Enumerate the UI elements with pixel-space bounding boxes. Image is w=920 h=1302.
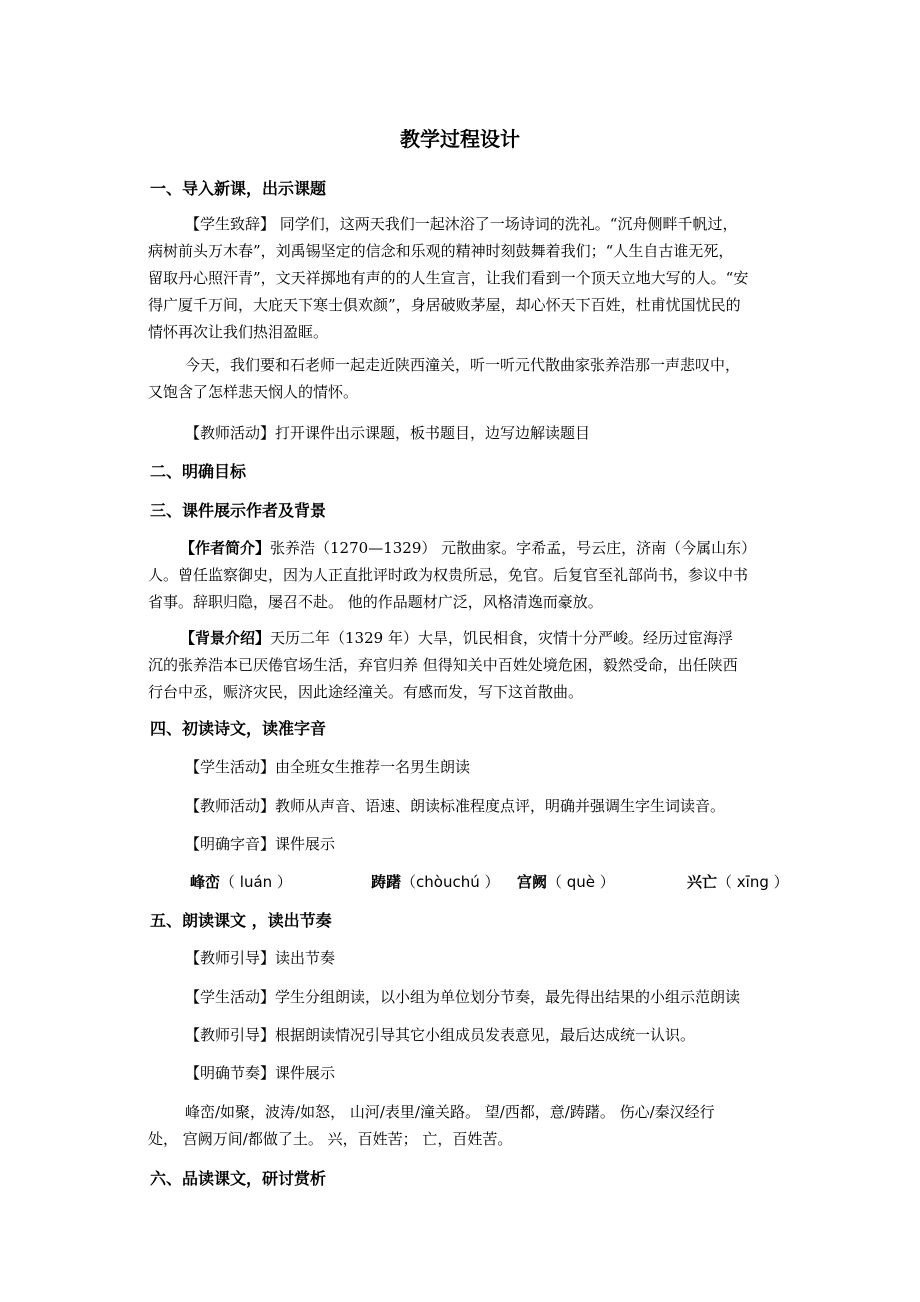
vocab-word: 兴亡 <box>687 873 718 891</box>
section-heading-5: 五、朗读课文 ，读出节奏 <box>150 911 332 930</box>
vocab-item <box>517 871 615 892</box>
teacher-activity-line: 【教师活动】打开课件出示课题，板书题目，边写边解读题目 <box>185 424 591 442</box>
vocab-pinyin: （ què ） <box>547 873 615 891</box>
intro-paragraph <box>148 211 788 346</box>
teacher-guide-line: 【教师引导】读出节奏 <box>185 949 336 967</box>
section-heading-1: 一、导入新课，出示课题 <box>150 179 327 198</box>
clarify-rhythm-line: 【明确节奏】课件展示 <box>185 1064 336 1082</box>
paragraph-line: 行台中丞，赈济灾民，因此途经潼关。有感而发，写下这首散曲。 <box>148 683 584 701</box>
section-heading-3: 三、课件展示作者及背景 <box>150 501 327 520</box>
vocab-word: 宫阙 <box>517 873 548 891</box>
student-activity-line: 【学生活动】学生分组朗读，以小组为单位划分节奏，最先得出结果的小组示范朗读 <box>185 988 741 1006</box>
section-heading-4: 四、初读诗文，读准字音 <box>150 719 327 738</box>
section-heading-2: 二、明确目标 <box>150 462 247 481</box>
teacher-activity-line: 【教师活动】教师从声音、语速、朗读标准程度点评，明确并强调生字生词读音。 <box>185 797 726 815</box>
paragraph-line: 今天，我们要和石老师一起走近陕西潼关，听一听元代散曲家张养浩那一声悲叹中， <box>185 356 741 374</box>
paragraph-line <box>148 625 788 652</box>
background-text: 天历二年（1329 年）大旱，饥民相食，灾情十分严峻。经历过宦海浮 <box>270 629 733 647</box>
paragraph-line: 病树前头万木春”，刘禹锡坚定的信念和乐观的精神时刻鼓舞着我们；“人生自古谁无死， <box>148 242 734 260</box>
vocab-item <box>371 871 499 892</box>
background-tag: 【背景介绍】 <box>180 629 271 647</box>
paragraph-line: 又饱含了怎样悲天悯人的情怀。 <box>148 383 359 401</box>
vocab-word: 峰峦 <box>190 873 221 891</box>
rhythm-paragraph <box>148 1099 788 1153</box>
student-activity-line: 【学生活动】由全班女生推荐一名男生朗读 <box>185 758 471 776</box>
clarify-pronunciation-line: 【明确字音】课件展示 <box>185 835 336 853</box>
paragraph-line: 得广厦千万间，大庇天下寒士俱欢颜”，身居破败茅屋，却心怀天下百姓，杜甫忧国忧民的 <box>148 296 741 314</box>
vocab-pinyin: （ xīng ） <box>717 873 789 891</box>
section-heading-6: 六、品读课文，研讨赏析 <box>150 1169 327 1188</box>
vocab-item <box>190 871 292 892</box>
paragraph-line: 人。曾任监察御史，因为人正直批评时政为权贵所忌，免官。后复官至礼部尚书，参议中书 <box>148 566 749 584</box>
paragraph-line: 【学生致辞】 同学们，这两天我们一起沐浴了一场诗词的洗礼。“沉舟侧畔千帆过， <box>185 215 738 233</box>
paragraph-line: 沉的张养浩本已厌倦官场生活，弃官归养 但得知关中百姓处境危困，毅然受命，出任陕西 <box>148 656 738 674</box>
author-tag: 【作者简介】 <box>180 539 271 557</box>
paragraph-line: 省事。辞职归隐，屡召不赴。 他的作品题材广泛，风格清逸而豪放。 <box>148 593 603 611</box>
vocab-word: 踌躇 <box>371 873 402 891</box>
page-title: 教学过程设计 <box>400 127 520 151</box>
paragraph-line: 情怀再次让我们热泪盈眶。 <box>148 323 329 341</box>
paragraph-line: 峰峦/如聚，波涛/如怒， 山河/表里/潼关路。 望/西都，意/踌躇。 伤心/秦汉经行 <box>185 1103 715 1121</box>
vocab-item <box>687 871 789 892</box>
author-text: 张养浩（1270—1329） 元散曲家。字希孟，号云庄，济南（今属山东） <box>270 539 757 557</box>
paragraph-line: 处， 宫阙万间/都做了土。 兴，百姓苦； 亡，百姓苦。 <box>148 1130 513 1148</box>
paragraph-line: 留取丹心照汗青”，文天祥掷地有声的的人生宣言，让我们看到一个顶天立地大写的人。“安 <box>148 269 749 287</box>
author-paragraph <box>148 535 788 616</box>
vocab-pinyin: （chòuchú ） <box>401 873 500 891</box>
background-paragraph <box>148 625 788 706</box>
vocab-pinyin: （ luán ） <box>220 873 292 891</box>
paragraph-line <box>148 535 788 562</box>
today-paragraph <box>148 352 788 406</box>
teacher-guide-line: 【教师引导】根据朗读情况引导其它小组成员发表意见，最后达成统一认识。 <box>185 1026 696 1044</box>
